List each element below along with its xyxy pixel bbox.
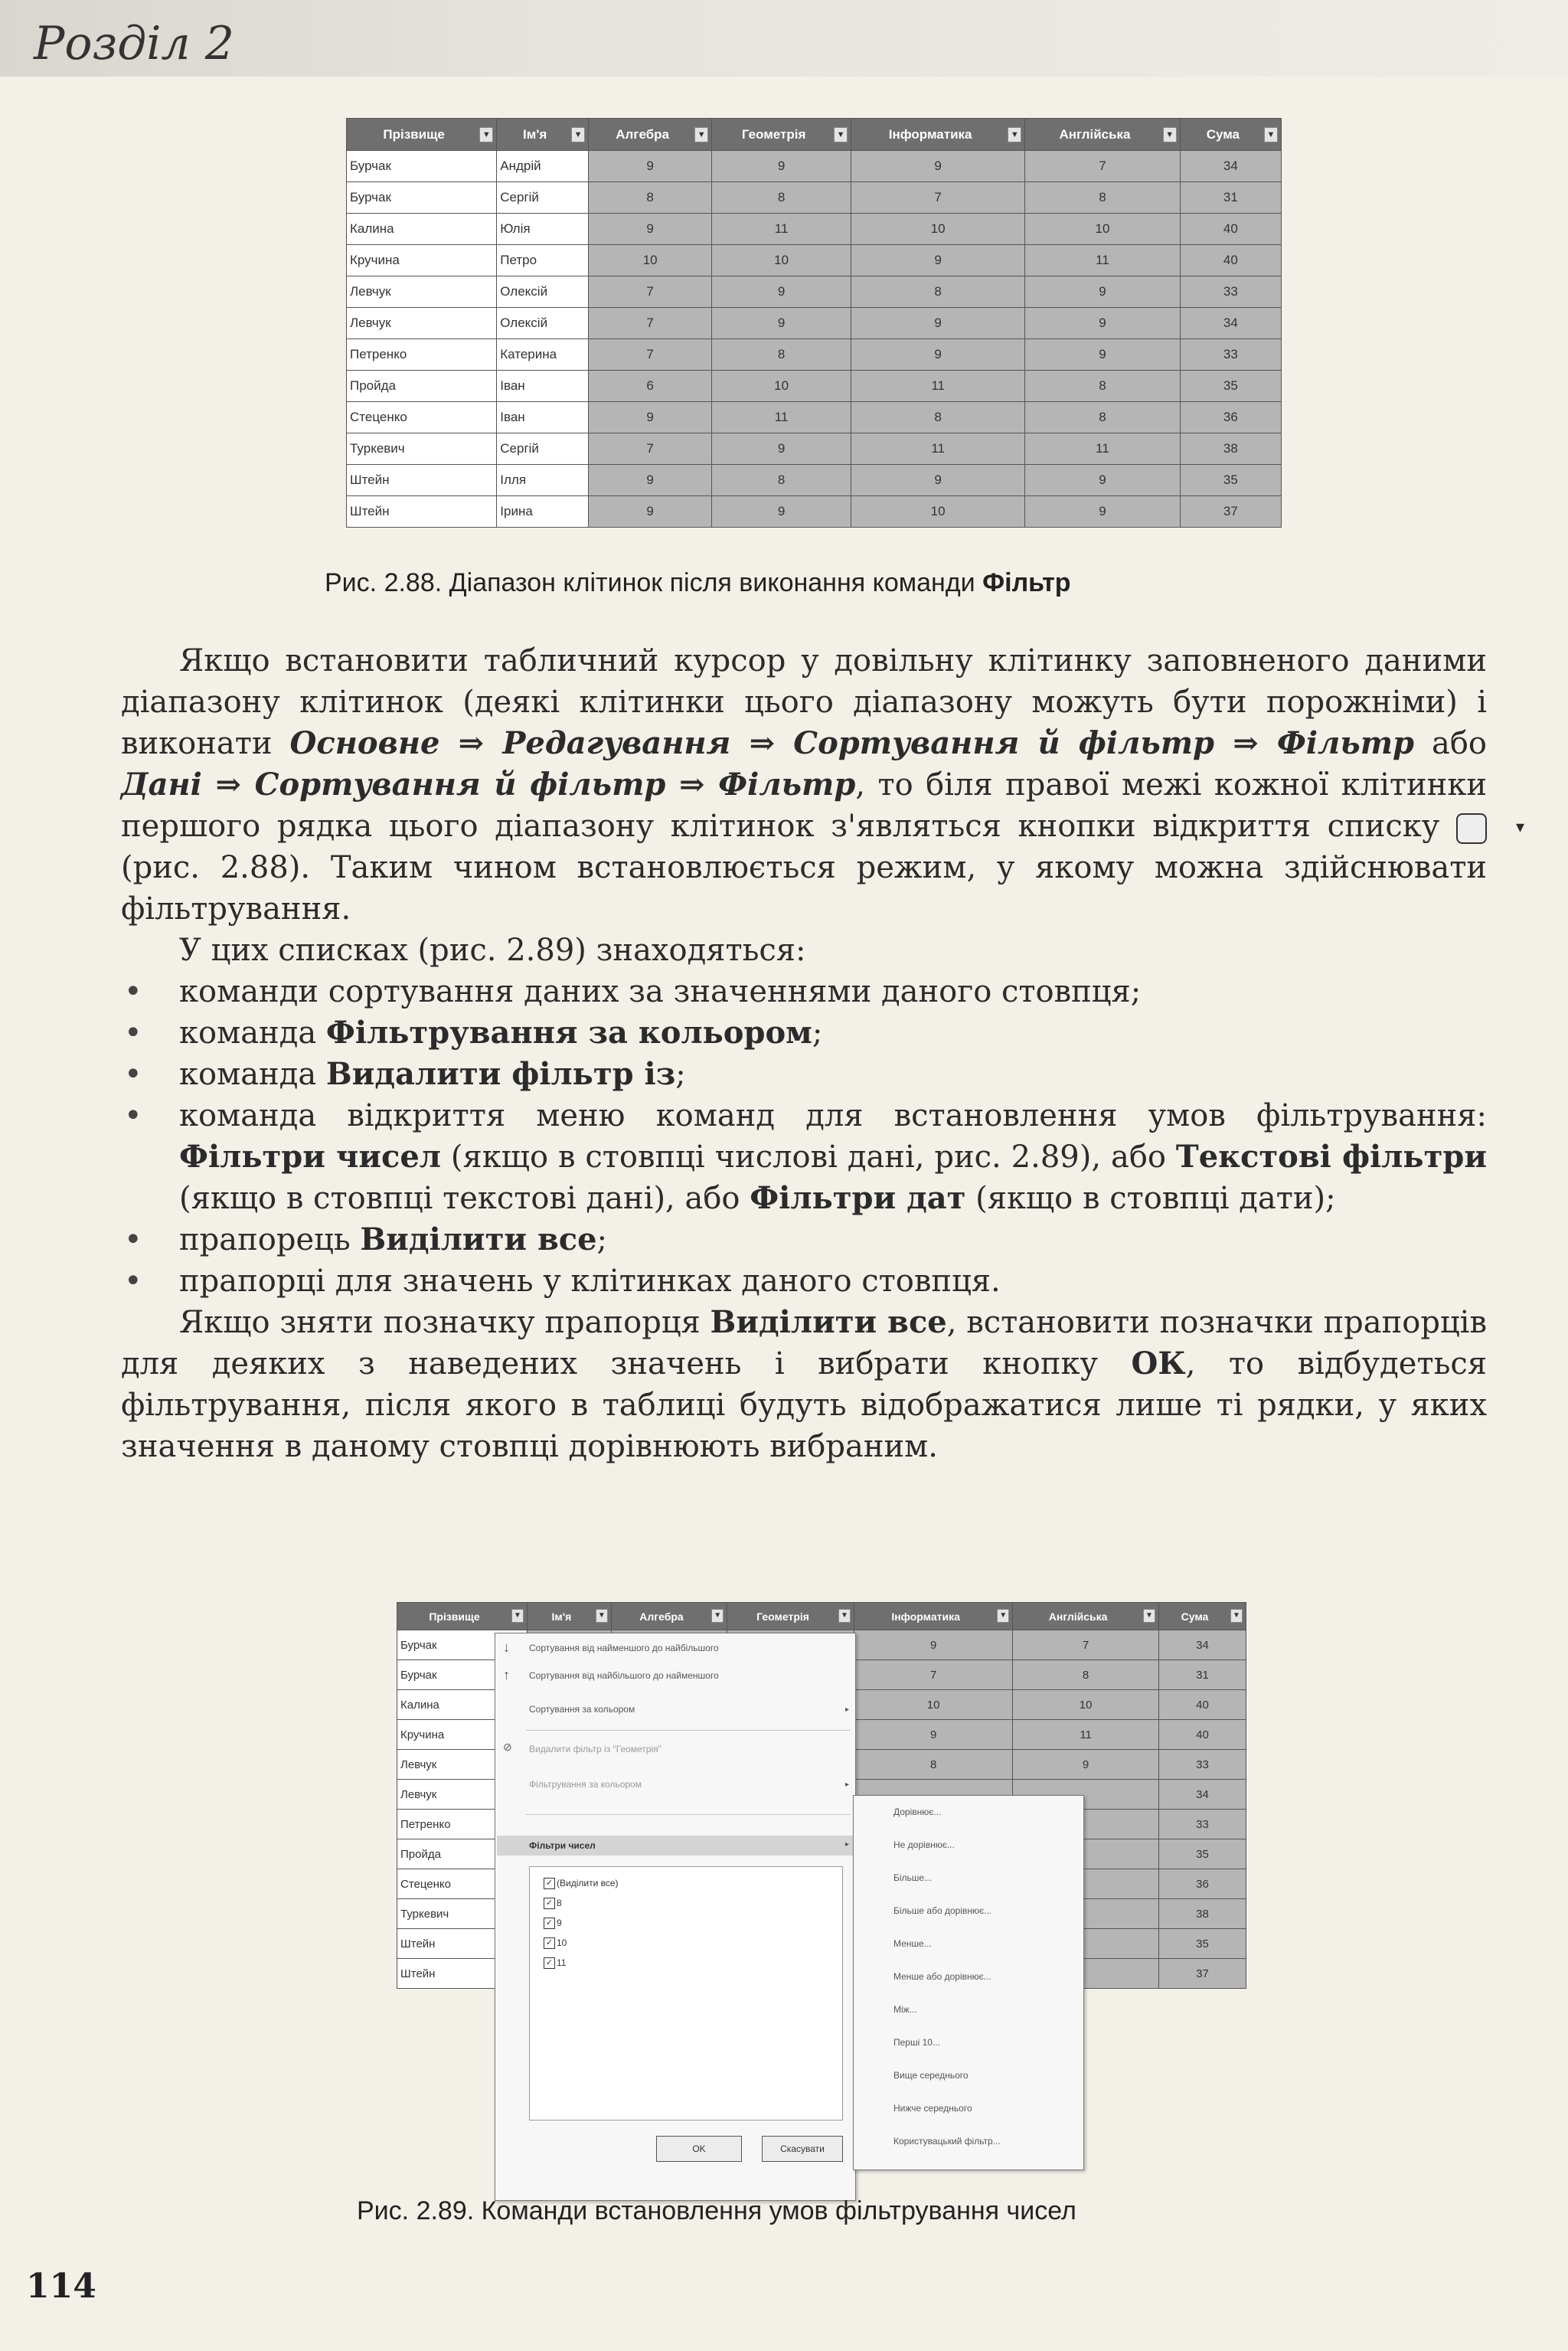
checkbox-icon: ✓: [544, 1957, 555, 1969]
table-cell[interactable]: 34: [1180, 308, 1281, 339]
col-header-surname[interactable]: Прізвище ▼: [397, 1603, 528, 1630]
checkbox-icon: ✓: [544, 1878, 555, 1889]
feature-list: [121, 971, 1487, 1302]
table-cell[interactable]: 8: [1025, 371, 1180, 402]
paragraph-3: Якщо зняти позначку прапорця Виділити все, встановити позначки прапорців для деяких з наведених значень і вибрати кнопку ОК, то відбудеться фільтрування, після якого в таблиці будуть відображатися лише ті рядки, у яких значення в даному стовпці дорівнюють вибраним.: [121, 1304, 1487, 1464]
table-cell[interactable]: 40: [1158, 1720, 1246, 1750]
table-row: [347, 402, 1282, 433]
filter-dropdown-icon[interactable]: ▼: [571, 127, 585, 142]
table-cell[interactable]: 9: [712, 276, 851, 308]
table-cell[interactable]: 36: [1180, 402, 1281, 433]
table-cell[interactable]: 9: [589, 151, 712, 182]
table-cell[interactable]: 9: [1025, 496, 1180, 528]
table-row: [347, 151, 1282, 182]
table-cell[interactable]: 8: [851, 402, 1025, 433]
col-header-sum[interactable]: Сума ▼: [1158, 1603, 1246, 1630]
table-cell[interactable]: 9: [851, 245, 1025, 276]
checkbox-value[interactable]: ✓ 8: [544, 1898, 562, 1909]
filter-dropdown-icon[interactable]: ▼: [711, 1609, 724, 1623]
checkbox-value[interactable]: ✓ 10: [544, 1937, 567, 1949]
table-cell[interactable]: 7: [589, 433, 712, 465]
table-cell[interactable]: Андрій: [497, 151, 589, 182]
table-row: [347, 214, 1282, 245]
values-checkbox-list: [529, 1866, 843, 2120]
table-cell[interactable]: 9: [712, 308, 851, 339]
filter-dropdown-icon[interactable]: ▼: [596, 1609, 608, 1623]
table-cell[interactable]: 36: [1158, 1869, 1246, 1899]
table-cell[interactable]: 33: [1158, 1750, 1246, 1780]
table-cell[interactable]: Пройда: [397, 1839, 528, 1869]
header-band: [0, 0, 1568, 77]
table-cell[interactable]: 9: [589, 402, 712, 433]
table-cell[interactable]: 9: [1025, 308, 1180, 339]
table-cell[interactable]: 35: [1180, 465, 1281, 496]
checkbox-icon: ✓: [544, 1937, 555, 1949]
filter-dropdown-icon[interactable]: ▼: [511, 1609, 524, 1623]
table-cell[interactable]: 11: [1025, 245, 1180, 276]
menu-item-filter-by-color[interactable]: Фільтрування за кольором: [529, 1779, 642, 1790]
table-cell[interactable]: Олексій: [497, 276, 589, 308]
filter-dropdown-icon[interactable]: ▼: [1163, 127, 1177, 142]
col-header-english[interactable]: Англійська ▼: [1025, 119, 1180, 151]
table-cell[interactable]: Петро: [497, 245, 589, 276]
figure-caption-2-88: Рис. 2.88. Діапазон клітинок після виконання команди Фільтр: [325, 568, 1071, 597]
list-item: • прапорці для значень у клітинках даного стовпця.: [124, 1264, 1001, 1299]
table-cell[interactable]: 34: [1180, 151, 1281, 182]
table-cell[interactable]: 10: [851, 496, 1025, 528]
table-cell[interactable]: Бурчак: [347, 151, 497, 182]
table-row: [347, 182, 1282, 214]
menu-divider: [526, 1730, 851, 1731]
table-cell[interactable]: 33: [1158, 1810, 1246, 1839]
table-row: [347, 276, 1282, 308]
sort-ascending-icon: ↓: [503, 1640, 510, 1655]
filter-dropdown-icon[interactable]: ▼: [1008, 127, 1021, 142]
table-cell[interactable]: Кручина: [397, 1720, 528, 1750]
table-cell[interactable]: 9: [712, 433, 851, 465]
menu-item-sort-ascending[interactable]: Сортування від найменшого до найбільшого: [529, 1643, 719, 1653]
table-cell[interactable]: Стеценко: [397, 1869, 528, 1899]
table-cell[interactable]: Ірина: [497, 496, 589, 528]
paragraph-2: У цих списках (рис. 2.89) знаходяться:: [179, 933, 806, 968]
cancel-button[interactable]: Скасувати: [762, 2136, 843, 2162]
table-cell[interactable]: 37: [1180, 496, 1281, 528]
menu-item-number-filter[interactable]: Перші 10...: [893, 2037, 940, 2048]
col-header-name[interactable]: Ім'я ▼: [497, 119, 589, 151]
table-cell[interactable]: 8: [1025, 402, 1180, 433]
table-cell[interactable]: Бурчак: [347, 182, 497, 214]
table-cell[interactable]: Юлія: [497, 214, 589, 245]
table-cell[interactable]: Туркевич: [397, 1899, 528, 1929]
table-cell[interactable]: 40: [1158, 1690, 1246, 1720]
menu-item-number-filter[interactable]: Більше або дорівнює...: [893, 1905, 992, 1916]
menu-divider: [526, 1814, 851, 1815]
table-cell[interactable]: 8: [1025, 182, 1180, 214]
table-cell[interactable]: Левчук: [397, 1750, 528, 1780]
submenu-arrow-icon: ▸: [844, 1705, 849, 1714]
col-header-algebra[interactable]: Алгебра ▼: [611, 1603, 727, 1630]
col-header-informatics[interactable]: Інформатика ▼: [851, 119, 1025, 151]
table-cell[interactable]: Левчук: [397, 1780, 528, 1810]
table-cell[interactable]: Штейн: [397, 1959, 528, 1989]
table-cell[interactable]: Катерина: [497, 339, 589, 371]
col-header-informatics[interactable]: Інформатика ▼: [854, 1603, 1012, 1630]
table-cell[interactable]: Кручина: [347, 245, 497, 276]
table-cell[interactable]: 9: [1013, 1750, 1159, 1780]
table-cell[interactable]: 10: [851, 214, 1025, 245]
menu-item-sort-descending[interactable]: Сортування від найбільшого до найменшого: [529, 1670, 719, 1681]
table-cell[interactable]: 8: [589, 182, 712, 214]
filter-dropdown-menu: [495, 1633, 856, 2201]
table-header-row: [397, 1603, 1246, 1630]
table-cell[interactable]: Калина: [397, 1690, 528, 1720]
paragraph-1: Якщо встановити табличний курсор у довільну клітинку заповненого даними діапазону клітинок (деякі клітинки цього діапазону можуть бути порожніми) і виконати Основне ⇒ Редагування ⇒ Сортування й фільтр ⇒ Фільтр або Дані ⇒ Сортування й фільтр ⇒ Фільтр, то біля правої межі кожної клітинки першого рядка цього діапазону клітинок з'являться кнопки відкриття списку ▾ (рис. 2.88). Таким чином встановлюється режим, у якому можна здійснювати фільтрування.: [121, 643, 1525, 927]
filter-dropdown-icon[interactable]: ▼: [838, 1609, 851, 1623]
table-cell[interactable]: 11: [712, 214, 851, 245]
table-cell[interactable]: Бурчак: [397, 1630, 528, 1660]
table-cell[interactable]: 40: [1180, 214, 1281, 245]
table-row: [347, 433, 1282, 465]
filter-clear-icon: ⊘: [503, 1741, 512, 1753]
filter-dropdown-icon[interactable]: ▼: [1143, 1609, 1155, 1623]
filter-dropdown-icon[interactable]: ▼: [479, 127, 493, 142]
col-header-geometry[interactable]: Геометрія ▼: [712, 119, 851, 151]
table-cell[interactable]: 9: [1025, 465, 1180, 496]
table-cell[interactable]: Левчук: [347, 308, 497, 339]
filter-dropdown-icon[interactable]: ▼: [694, 127, 708, 142]
table-cell[interactable]: 7: [851, 182, 1025, 214]
list-item: • прапорець Виділити все;: [124, 1221, 608, 1257]
checkbox-icon: ✓: [544, 1918, 555, 1929]
table-cell[interactable]: 38: [1180, 433, 1281, 465]
table-header-row: [347, 119, 1282, 151]
checkbox-icon: ✓: [544, 1898, 555, 1909]
table-cell[interactable]: 7: [1025, 151, 1180, 182]
table-cell[interactable]: 9: [589, 496, 712, 528]
table-cell[interactable]: 7: [589, 339, 712, 371]
table-row: [347, 308, 1282, 339]
table-cell[interactable]: Туркевич: [347, 433, 497, 465]
col-header-name[interactable]: Ім'я ▼: [527, 1603, 611, 1630]
table-cell[interactable]: Петренко: [347, 339, 497, 371]
menu-item-number-filter[interactable]: Користувацький фільтр...: [893, 2136, 1001, 2147]
table-row: [347, 371, 1282, 402]
body-text: [121, 640, 1525, 1467]
menu-item-number-filter[interactable]: Менше або дорівнює...: [893, 1971, 991, 1982]
table-cell[interactable]: 35: [1158, 1929, 1246, 1959]
col-header-geometry[interactable]: Геометрія ▼: [727, 1603, 854, 1630]
table-cell[interactable]: 11: [851, 371, 1025, 402]
col-header-algebra[interactable]: Алгебра ▼: [589, 119, 712, 151]
figure-2-89: [397, 1602, 1246, 2169]
list-item: • команда Фільтрування за кольором;: [124, 1015, 823, 1051]
table-cell[interactable]: 8: [712, 339, 851, 371]
table-row: [347, 339, 1282, 371]
table-cell[interactable]: 10: [589, 245, 712, 276]
table-cell[interactable]: 9: [851, 465, 1025, 496]
menu-item-clear-filter[interactable]: Видалити фільтр із "Геометрія": [529, 1744, 662, 1754]
menu-item-number-filter[interactable]: Між...: [893, 2004, 917, 2015]
menu-item-number-filter[interactable]: Більше...: [893, 1872, 933, 1883]
table-row: [347, 245, 1282, 276]
table-cell[interactable]: 9: [851, 151, 1025, 182]
filter-dropdown-icon[interactable]: ▼: [1230, 1609, 1243, 1623]
table-cell[interactable]: Сергій: [497, 182, 589, 214]
col-header-surname[interactable]: Прізвище ▼: [347, 119, 497, 151]
table-cell[interactable]: 7: [1013, 1630, 1159, 1660]
list-item: • команди сортування даних за значеннями даного стовпця;: [124, 974, 1142, 1009]
table-cell[interactable]: 9: [589, 214, 712, 245]
checkbox-value[interactable]: ✓ 9: [544, 1918, 562, 1929]
table-row: [347, 465, 1282, 496]
menu-item-number-filter[interactable]: Не дорівнює...: [893, 1839, 955, 1850]
table-cell[interactable]: Сергій: [497, 433, 589, 465]
table-cell[interactable]: Штейн: [347, 496, 497, 528]
table-cell[interactable]: Калина: [347, 214, 497, 245]
table-cell[interactable]: 11: [1013, 1720, 1159, 1750]
table-cell[interactable]: 8: [1013, 1660, 1159, 1690]
table-cell[interactable]: 6: [589, 371, 712, 402]
table-cell[interactable]: 35: [1158, 1839, 1246, 1869]
table-cell[interactable]: 11: [851, 433, 1025, 465]
table-cell[interactable]: 8: [712, 182, 851, 214]
table-cell[interactable]: 34: [1158, 1630, 1246, 1660]
table-cell[interactable]: Ілля: [497, 465, 589, 496]
submenu-arrow-icon: ▸: [844, 1780, 849, 1789]
table-cell[interactable]: 9: [589, 465, 712, 496]
table-cell[interactable]: 8: [851, 276, 1025, 308]
table-cell[interactable]: 34: [1158, 1780, 1246, 1810]
list-item: • команда відкриття меню команд для встановлення умов фільтрування: Фільтри чисел (якщо в стовпці числові дані, рис. 2.89), або Текстові фільтри (якщо в стовпці текстові дані), або Фільтри дат (якщо в стовпці дати);: [124, 1098, 1488, 1216]
table-cell[interactable]: Іван: [497, 371, 589, 402]
table-cell[interactable]: 9: [712, 496, 851, 528]
table-cell[interactable]: Штейн: [347, 465, 497, 496]
table-cell[interactable]: Левчук: [347, 276, 497, 308]
table-cell[interactable]: 10: [1013, 1690, 1159, 1720]
table-cell[interactable]: 33: [1180, 339, 1281, 371]
table-cell[interactable]: Олексій: [497, 308, 589, 339]
table-cell[interactable]: 10: [1025, 214, 1180, 245]
table-cell[interactable]: 7: [589, 308, 712, 339]
ok-button[interactable]: OK: [656, 2136, 742, 2162]
table-cell[interactable]: 35: [1180, 371, 1281, 402]
table-cell[interactable]: 33: [1180, 276, 1281, 308]
page-number: 114: [26, 2267, 96, 2306]
table-cell[interactable]: 9: [1025, 276, 1180, 308]
checkbox-value[interactable]: ✓ 11: [544, 1957, 566, 1969]
table-row: [347, 496, 1282, 528]
menu-item-number-filter[interactable]: Вище середнього: [893, 2070, 969, 2081]
table-cell[interactable]: 8: [712, 465, 851, 496]
table-cell[interactable]: Петренко: [397, 1810, 528, 1839]
table-cell[interactable]: 11: [712, 402, 851, 433]
table-cell[interactable]: 11: [1025, 433, 1180, 465]
sort-descending-icon: ↑: [503, 1667, 510, 1682]
list-item: • команда Видалити фільтр із;: [124, 1056, 686, 1092]
filtered-table: [346, 118, 1282, 528]
table-cell[interactable]: 10: [712, 245, 851, 276]
table-cell[interactable]: 38: [1158, 1899, 1246, 1929]
table-cell[interactable]: 7: [589, 276, 712, 308]
submenu-arrow-icon: ▸: [844, 1840, 849, 1849]
table-cell[interactable]: 31: [1158, 1660, 1246, 1690]
col-header-sum[interactable]: Сума ▼: [1180, 119, 1281, 151]
number-filters-submenu: [853, 1795, 1084, 2170]
menu-item-number-filter[interactable]: Дорівнює...: [893, 1807, 942, 1817]
menu-item-number-filter[interactable]: Менше...: [893, 1938, 932, 1949]
table-cell[interactable]: 9: [851, 339, 1025, 371]
filter-dropdown-icon[interactable]: ▼: [834, 127, 848, 142]
table-cell[interactable]: 9: [851, 308, 1025, 339]
table-cell[interactable]: 7: [854, 1660, 1012, 1690]
table-cell[interactable]: 9: [854, 1630, 1012, 1660]
filter-dropdown-icon[interactable]: ▼: [997, 1609, 1009, 1623]
table-cell[interactable]: 9: [854, 1720, 1012, 1750]
table-cell[interactable]: Штейн: [397, 1929, 528, 1959]
checkbox-select-all[interactable]: ✓ (Виділити все): [544, 1878, 619, 1889]
table-cell[interactable]: Стеценко: [347, 402, 497, 433]
table-cell[interactable]: 9: [712, 151, 851, 182]
table-cell[interactable]: 31: [1180, 182, 1281, 214]
table-cell[interactable]: 8: [854, 1750, 1012, 1780]
table-cell[interactable]: 37: [1158, 1959, 1246, 1989]
table-cell[interactable]: 9: [1025, 339, 1180, 371]
col-header-english[interactable]: Англійська ▼: [1013, 1603, 1159, 1630]
table-cell[interactable]: 10: [854, 1690, 1012, 1720]
menu-item-number-filters[interactable]: Фільтри чисел: [529, 1840, 596, 1851]
menu-item-sort-by-color[interactable]: Сортування за кольором: [529, 1704, 635, 1715]
figure-caption-2-89: Рис. 2.89. Команди встановлення умов фільтрування чисел: [357, 2196, 1076, 2225]
table-cell[interactable]: Іван: [497, 402, 589, 433]
table-cell[interactable]: Пройда: [347, 371, 497, 402]
table-cell[interactable]: 10: [712, 371, 851, 402]
table-cell[interactable]: 40: [1180, 245, 1281, 276]
menu-item-number-filter[interactable]: Нижче середнього: [893, 2103, 972, 2114]
filter-dropdown-icon[interactable]: ▼: [1264, 127, 1278, 142]
section-title: Розділ 2: [34, 17, 234, 70]
table-cell[interactable]: Бурчак: [397, 1660, 528, 1690]
dropdown-button-icon: ▾: [1456, 813, 1487, 844]
